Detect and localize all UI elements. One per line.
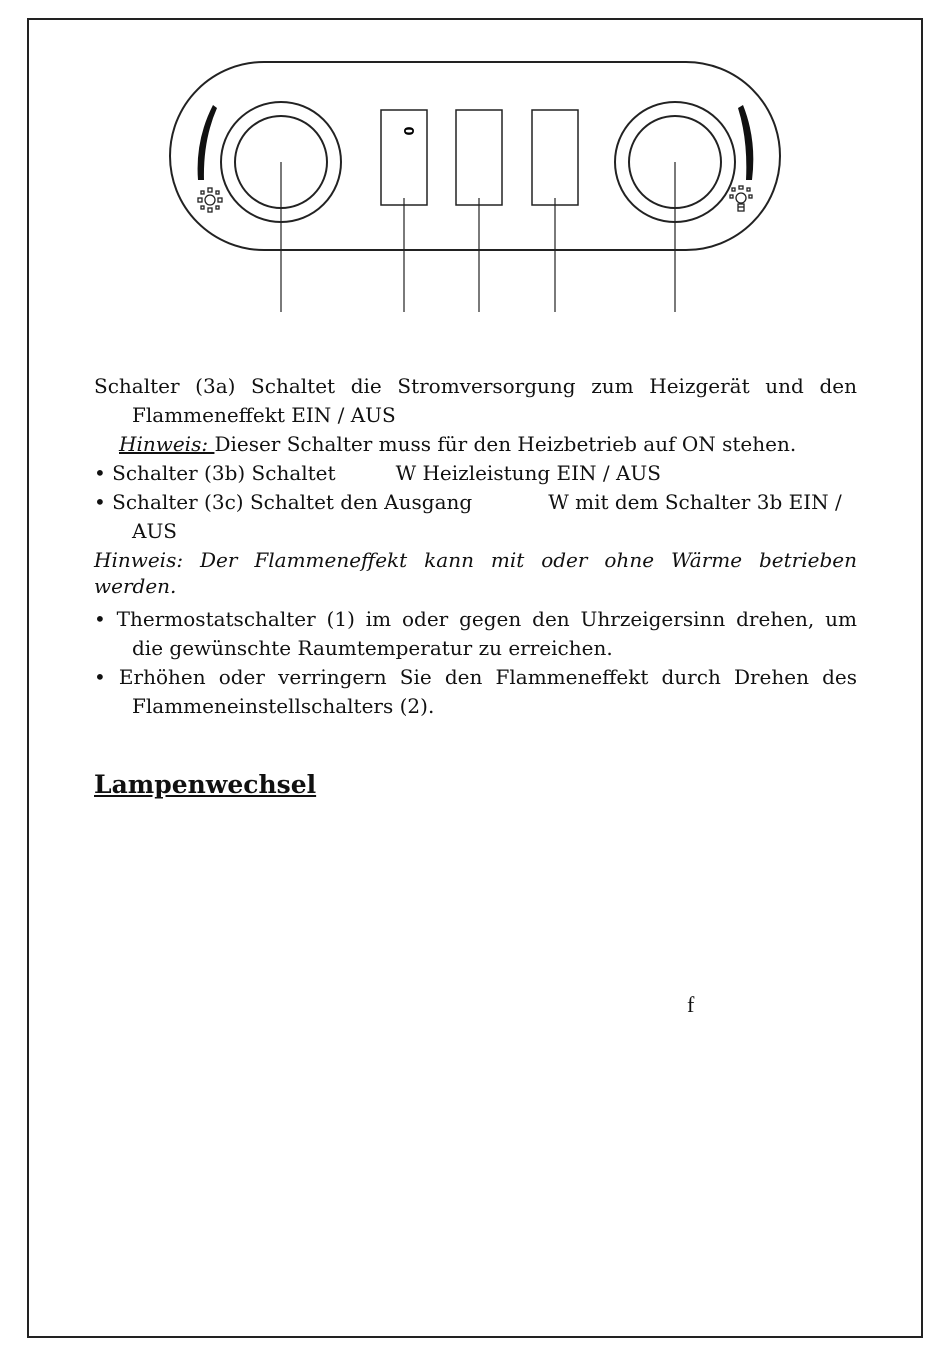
bullet-3b-part1: • Schalter (3b) Schaltet	[94, 461, 336, 485]
bullet-flame-line1: • Erhöhen oder verringern Sie den Flammeneffekt durch Drehen des	[94, 665, 857, 689]
leader-lines	[281, 162, 675, 312]
bullet-3b	[94, 459, 661, 488]
sun-icon	[198, 188, 222, 212]
note1-text: Dieser Schalter muss für den Heizbetrieb auf ON stehen.	[214, 432, 797, 456]
left-range-arc	[198, 105, 217, 180]
note1-label: Hinweis:	[119, 432, 215, 456]
bullet-3c-part2: W mit dem Schalter 3b EIN /	[548, 490, 842, 514]
bullet-3c-part1: • Schalter (3c) Schaltet den Ausgang	[94, 490, 473, 514]
switch-3b	[456, 110, 502, 205]
p1-line1: Schalter (3a) Schaltet die Stromversorgung zum Heizgerät und den	[94, 374, 857, 398]
p1-line2: Flammeneffekt EIN / AUS	[132, 403, 396, 427]
stray-character: f	[687, 992, 695, 1017]
bullet-3c-line2: AUS	[132, 519, 177, 543]
note2-line2: werden.	[94, 574, 177, 598]
switch-3a-symbol: 0	[400, 126, 415, 136]
bullet-3c	[94, 488, 842, 517]
bullet-thermostat-line1: • Thermostatschalter (1) im oder gegen den Uhrzeigersinn drehen, um	[94, 607, 857, 631]
bullet-thermostat-line2: die gewünschte Raumtemperatur zu erreichen.	[132, 636, 613, 660]
switch-3a	[381, 110, 427, 205]
right-range-arc	[738, 105, 753, 180]
lightbulb-icon	[730, 186, 752, 211]
bullet-3b-part2: W Heizleistung EIN / AUS	[395, 461, 661, 485]
note1	[119, 430, 796, 459]
control-panel-outline	[170, 62, 780, 250]
control-panel-diagram	[0, 0, 950, 330]
bullet-flame-line2: Flammeneinstellschalters (2).	[132, 694, 435, 718]
switch-3c	[532, 110, 578, 205]
note2-line1: Hinweis: Der Flammeneffekt kann mit oder ohne Wärme betrieben	[94, 548, 857, 572]
section-heading: Lampenwechsel	[94, 770, 317, 799]
